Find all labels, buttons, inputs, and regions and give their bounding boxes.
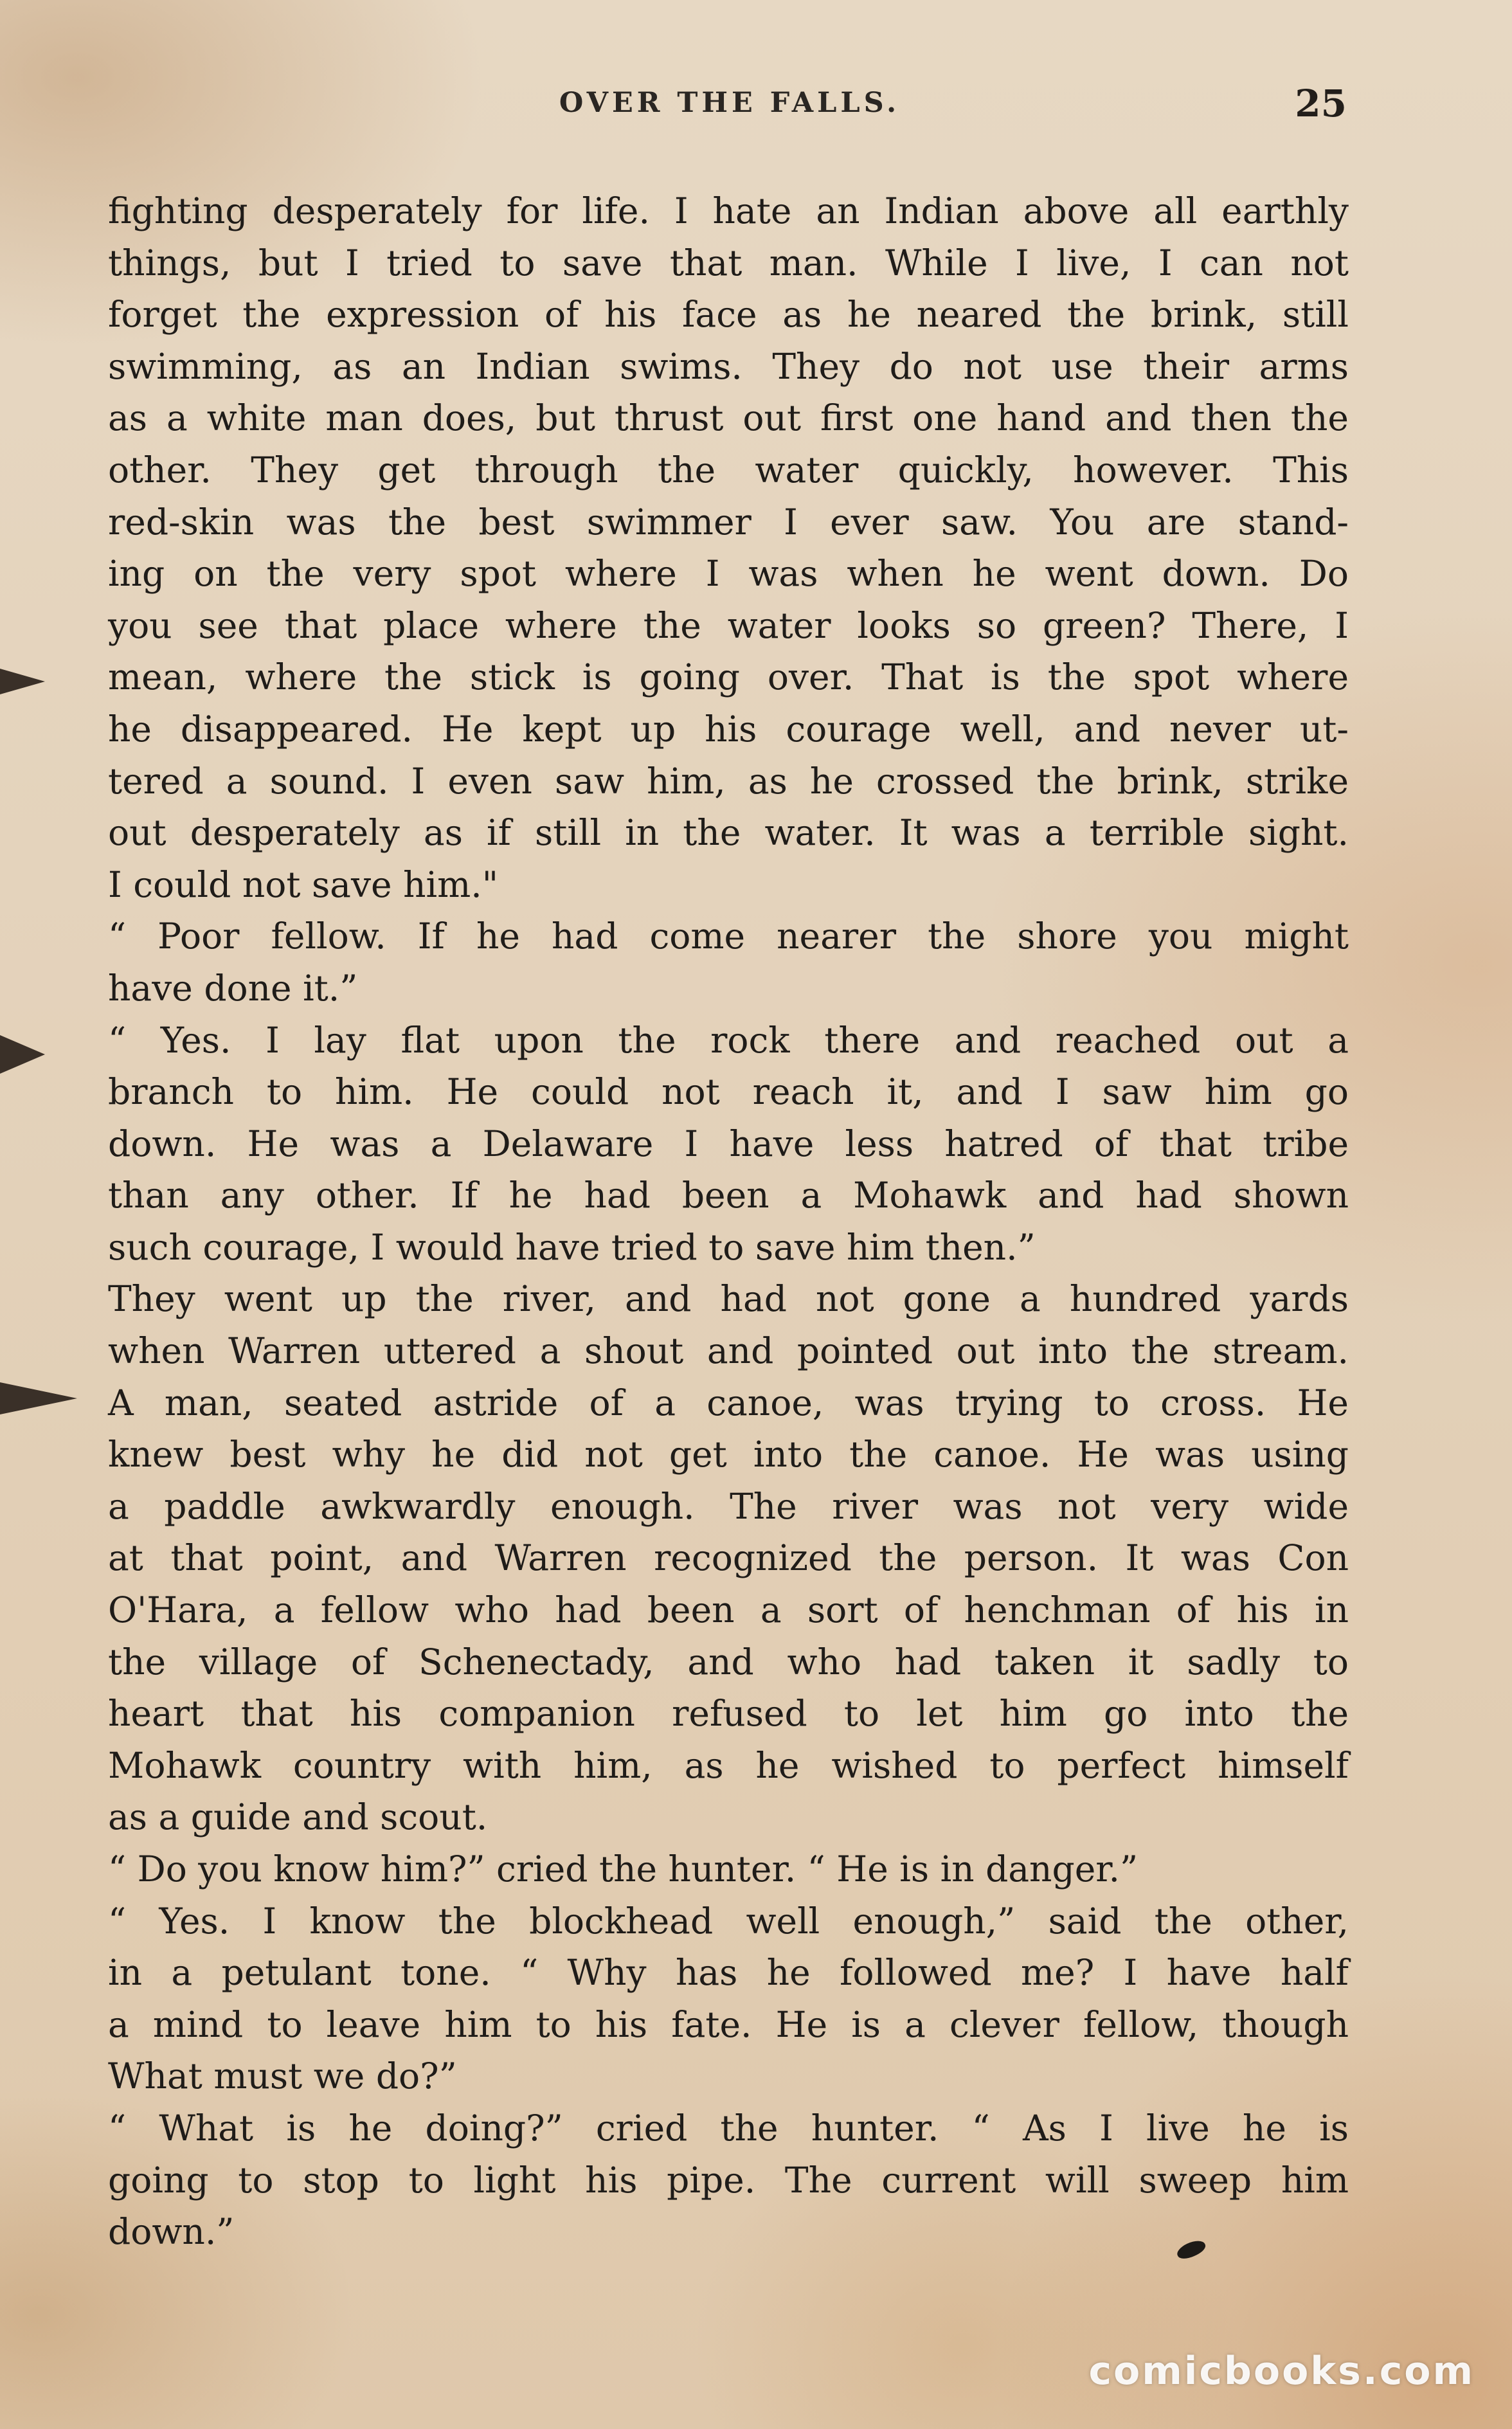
text-line: he disappeared. He kept up his courage well, and never ut- [108, 708, 1349, 750]
text-line: going to stop to light his pipe. The current will sweep him [108, 2159, 1349, 2201]
text-line: you see that place where the water looks so green? There, I [108, 604, 1349, 646]
text-line: “ Do you know him?” cried the hunter. “ He is in danger.” [108, 1848, 1138, 1890]
text-line: mean, where the stick is going over. That is the spot where [108, 656, 1349, 698]
text-line: “ Yes. I know the blockhead well enough,” said the other, [108, 1900, 1349, 1942]
text-line: down. He was a Delaware I have less hatred of that tribe [108, 1123, 1349, 1164]
running-head: OVER THE FALLS. [559, 87, 901, 119]
text-line: the village of Schenectady, and who had taken it sadly to [108, 1641, 1349, 1683]
watermark: comicbooks.com [1088, 2349, 1475, 2394]
text-line: other. They get through the water quickly, however. This [108, 449, 1349, 491]
text-line: O'Hara, a fellow who had been a sort of henchman of his in [108, 1589, 1349, 1631]
text-line: in a petulant tone. “ Why has he followed me? I have half [108, 1952, 1349, 1994]
text-line: at that point, and Warren recognized the person. It was Con [108, 1537, 1349, 1579]
text-line: heart that his companion refused to let him go into the [108, 1693, 1349, 1735]
text-line: out desperately as if still in the water. It was a terrible sight. [108, 812, 1349, 854]
text-line: fighting desperately for life. I hate an Indian above all earthly [108, 190, 1349, 231]
text-line: as a white man does, but thrust out first one hand and then the [108, 397, 1349, 439]
text-line: tered a sound. I even saw him, as he crossed the brink, strike [108, 760, 1349, 802]
text-line: They went up the river, and had not gone a hundred yards [108, 1278, 1349, 1320]
text-line: such courage, I would have tried to save him then.” [108, 1226, 1036, 1268]
text-line: ing on the very spot where I was when he went down. Do [108, 553, 1349, 595]
torn-edge [0, 1035, 45, 1074]
text-line: a mind to leave him to his fate. He is a clever fellow, though [108, 2003, 1349, 2045]
text-line: “ Yes. I lay flat upon the rock there and reached out a [108, 1019, 1349, 1061]
page-header [113, 82, 1347, 138]
text-line: Mohawk country with him, as he wished to perfect himself [108, 1744, 1349, 1786]
text-line: knew best why he did not get into the canoe. He was using [108, 1434, 1349, 1476]
body-text [108, 185, 1349, 2258]
text-line: “ Poor fellow. If he had come nearer the shore you might [108, 916, 1349, 957]
text-line: than any other. If he had been a Mohawk and had shown [108, 1175, 1349, 1216]
torn-edge [0, 1382, 77, 1414]
text-line: a paddle awkwardly enough. The river was not very wide [108, 1485, 1349, 1527]
text-line: What must we do?” [108, 2055, 457, 2097]
torn-edge [0, 669, 45, 694]
text-line: things, but I tried to save that man. While I live, I can not [108, 242, 1349, 284]
text-line: I could not save him." [108, 863, 499, 905]
text-line: branch to him. He could not reach it, and I saw him go [108, 1071, 1349, 1113]
text-line: “ What is he doing?” cried the hunter. “ As I live he is [108, 2107, 1349, 2149]
text-line: swimming, as an Indian swims. They do not use their arms [108, 345, 1349, 387]
text-line: as a guide and scout. [108, 1796, 488, 1838]
text-line: forget the expression of his face as he neared the brink, still [108, 294, 1349, 336]
page-number: 25 [1295, 82, 1347, 125]
text-line: when Warren uttered a shout and pointed out into the stream. [108, 1330, 1349, 1372]
text-line: have done it.” [108, 967, 358, 1009]
text-line: A man, seated astride of a canoe, was trying to cross. He [108, 1382, 1349, 1423]
text-line: red-skin was the best swimmer I ever saw. You are stand- [108, 501, 1349, 543]
text-line: down.” [108, 2211, 235, 2253]
